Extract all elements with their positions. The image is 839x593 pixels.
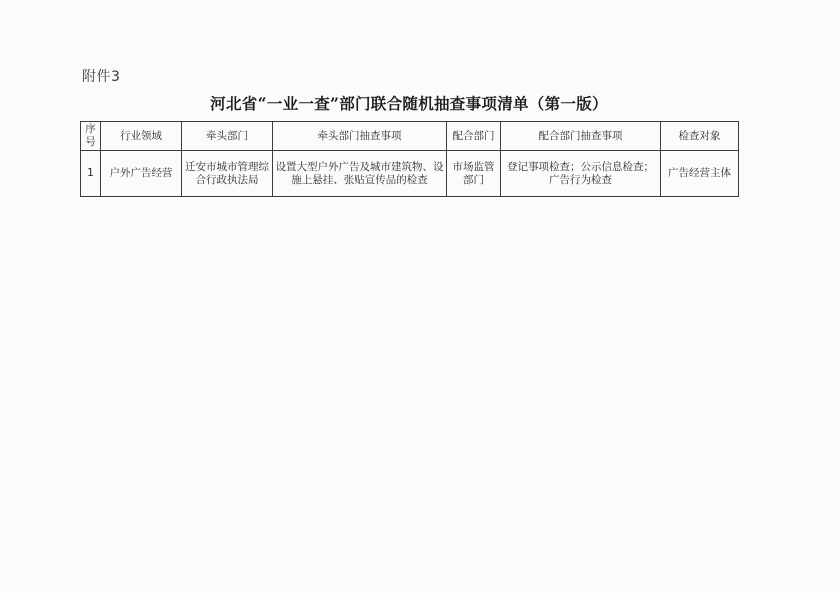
cell-lead-items: 设置大型户外广告及城市建筑物、设施上悬挂、张贴宣传品的检查 (273, 151, 447, 197)
header-lead-dept: 牵头部门 (182, 122, 273, 151)
header-target: 检查对象 (661, 122, 739, 151)
header-industry: 行业领域 (101, 122, 182, 151)
header-lead-items: 牵头部门抽查事项 (273, 122, 447, 151)
header-coop-items: 配合部门抽查事项 (501, 122, 661, 151)
header-coop-dept: 配合部门 (447, 122, 501, 151)
inspection-items-table (80, 121, 739, 197)
cell-lead-dept: 迁安市城市管理综合行政执法局 (182, 151, 273, 197)
attachment-label: 附件3 (82, 69, 121, 85)
cell-target: 广告经营主体 (661, 151, 739, 197)
header-seq: 序号 (81, 122, 101, 151)
table-row (81, 151, 739, 197)
cell-coop-dept: 市场监管部门 (447, 151, 501, 197)
cell-coop-items: 登记事项检查；公示信息检查；广告行为检查 (501, 151, 661, 197)
document-title: 河北省“一业一查”部门联合随机抽查事项清单（第一版） (210, 94, 608, 113)
cell-industry: 户外广告经营 (101, 151, 182, 197)
cell-seq: 1 (81, 151, 101, 197)
table-header-row (81, 122, 739, 151)
